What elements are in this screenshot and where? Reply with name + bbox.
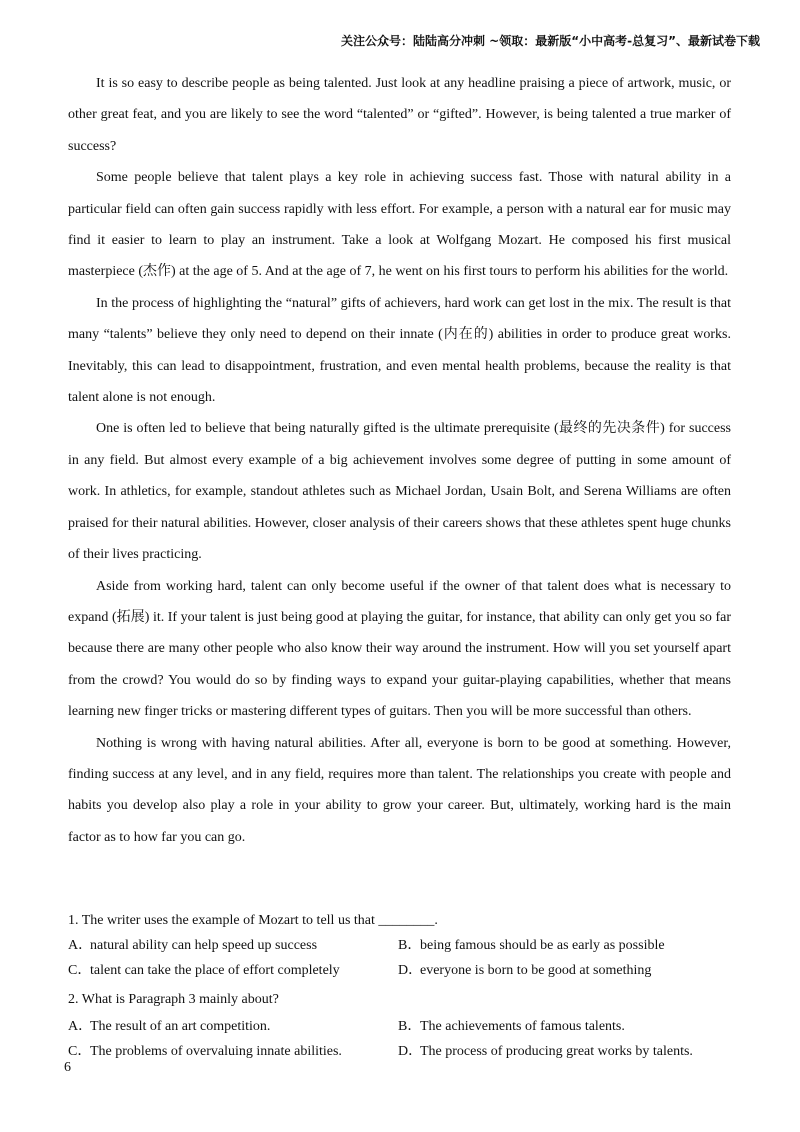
option-letter: B． (398, 938, 422, 953)
question-2-option-d (398, 1039, 728, 1064)
option-text: The result of an art competition. (90, 1019, 271, 1034)
paragraph-4: One is often led to believe that being naturally gifted is the ultimate prerequisite (最终的先决条件) for success in any field. But almost every example of a big achievement involves some degree of putting in some amount of work. In athletics, for example, standout athletes such as Michael Jordan, Usain Bolt, and Serena Williams are often praised for their natural abilities. However, closer analysis of their careers shows that these athletes spent huge chunks of their lives practicing. (68, 421, 731, 563)
option-text: The achievements of famous talents. (420, 1019, 625, 1034)
option-letter: A． (68, 1019, 93, 1034)
question-1-option-b (398, 933, 728, 958)
option-letter: D． (398, 963, 423, 978)
promo-header: 关注公众号：陆陆高分冲刺 ~领取：最新版“小中高考-总复习”、最新试卷下载 (341, 34, 760, 48)
paragraph-1: It is so easy to describe people as being talented. Just look at any headline praising a piece of artwork, music, or other great feat, and you are likely to see the word “talented” or “gifted”. However, is being talented a true marker of success? (68, 76, 731, 154)
question-1-option-c (68, 958, 398, 983)
question-2-option-c (68, 1039, 398, 1064)
reading-passage (68, 68, 731, 853)
paragraph-2: Some people believe that talent plays a key role in achieving success fast. Those with natural ability in a particular field can often gain success rapidly with less effort. For example, a person with a natural ear for music may find it easier to learn to play an instrument. Take a look at Wolfgang Mozart. He composed his first musical masterpiece (杰作) at the age of 5. And at the age of 7, he went on his first tours to perform his abilities for the world. (68, 170, 731, 280)
question-section (68, 908, 731, 1064)
question-2-options-row-2 (68, 1039, 731, 1064)
question-1-options-row-2 (68, 958, 731, 983)
option-text: talent can take the place of effort completely (90, 963, 340, 978)
question-2-options-row-1 (68, 1014, 731, 1039)
option-letter: C． (68, 963, 92, 978)
question-2-option-a (68, 1014, 398, 1039)
option-letter: A． (68, 938, 93, 953)
page-number: 6 (64, 1060, 71, 1075)
question-1-option-a (68, 933, 398, 958)
option-text: The problems of overvaluing innate abilities. (90, 1044, 342, 1059)
question-1-option-d (398, 958, 728, 983)
paragraph-6: Nothing is wrong with having natural abilities. After all, everyone is born to be good at something. However, finding success at any level, and in any field, requires more than talent. The relationships you create with people and habits you develop also play a role in your ability to grow your career. But, ultimately, working hard is the main factor as to how far you can go. (68, 735, 731, 845)
question-2-option-b (398, 1014, 728, 1039)
option-text: being famous should be as early as possible (420, 938, 665, 953)
paragraph-5: Aside from working hard, talent can only become useful if the owner of that talent does what is necessary to expand (拓展) it. If your talent is just being good at playing the guitar, for instance, that ability can only get you so far because there are many other people who also know their way around the instrument. How will you set yourself apart from the crowd? You would do so by finding ways to expand your guitar-playing capabilities, whether that means learning new finger tricks or mastering different types of guitars. Then you will be more successful than others. (68, 578, 731, 720)
option-letter: D． (398, 1044, 423, 1059)
question-1-options-row-1 (68, 933, 731, 958)
option-text: everyone is born to be good at something (420, 963, 652, 978)
option-text: The process of producing great works by talents. (420, 1044, 693, 1059)
question-1-stem: 1. The writer uses the example of Mozart to tell us that ________. (68, 913, 438, 928)
option-letter: B． (398, 1019, 422, 1034)
option-text: natural ability can help speed up success (90, 938, 318, 953)
paragraph-3: In the process of highlighting the “natural” gifts of achievers, hard work can get lost in the mix. The result is that many “talents” believe they only need to depend on their innate (内在的) abilities in order to produce great works. Inevitably, this can lead to disappointment, frustration, and even mental health problems, because the reality is that talent alone is not enough. (68, 295, 731, 406)
question-2-stem: 2. What is Paragraph 3 mainly about? (68, 992, 279, 1007)
option-letter: C． (68, 1044, 92, 1059)
